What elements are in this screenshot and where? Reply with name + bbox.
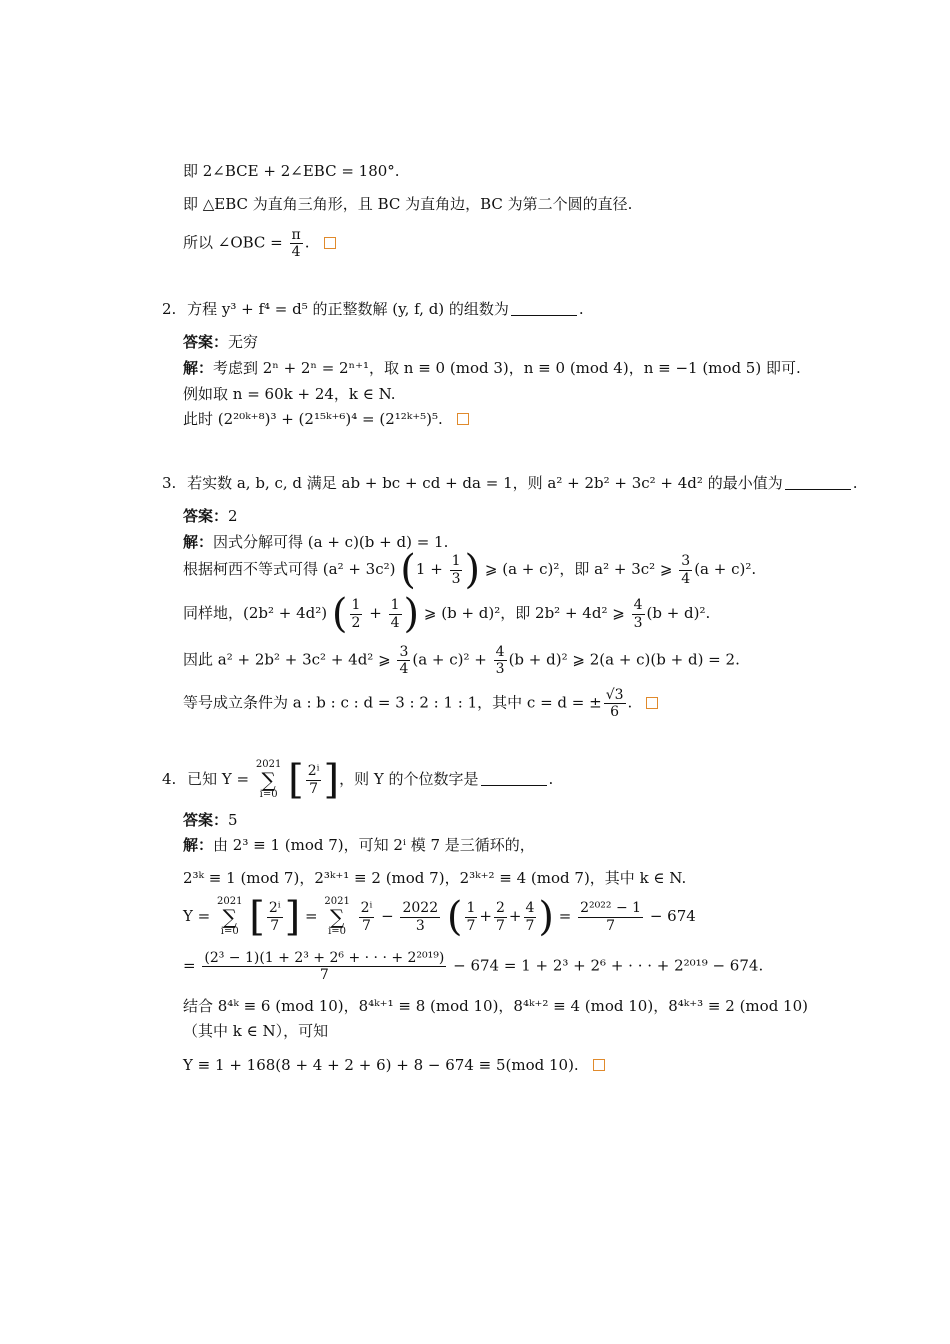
problem-4-solution-4 bbox=[183, 950, 763, 983]
problem-number: 2. bbox=[162, 300, 177, 318]
fraction: $\frac{\text{2ⁱ}}{7}$ bbox=[360, 900, 373, 934]
fraction: $\frac{\text{2ⁱ}}{7}$ bbox=[268, 900, 281, 934]
text: − bbox=[381, 907, 394, 925]
problem-3-answer bbox=[183, 507, 238, 526]
answer-blank bbox=[785, 489, 851, 490]
text: 等号成立条件为 a : b : c : d = 3 : 2 : 1 : 1，其中 c = d = ± bbox=[183, 693, 602, 712]
text: + bbox=[479, 907, 492, 925]
fraction bbox=[450, 553, 463, 586]
answer-label: 答案： bbox=[183, 507, 229, 525]
fraction: $\frac{1}{2}$ bbox=[351, 597, 361, 631]
problem-2-answer bbox=[183, 333, 258, 352]
numerator: 2²⁰²² − 1 bbox=[580, 900, 642, 917]
numerator: 2 bbox=[496, 900, 505, 917]
text: = bbox=[305, 907, 318, 925]
text: 考虑到 2ⁿ + 2ⁿ = 2ⁿ⁺¹，取 n ≡ 0 (mod 3)，n ≡ 0 (mod 4)，n ≡ −1 (mod 5) 即可. bbox=[213, 359, 801, 377]
numerator: 2ⁱ bbox=[307, 763, 320, 780]
text: − 674 bbox=[649, 907, 696, 925]
summation: 2021 ∑ i=0 bbox=[217, 896, 243, 937]
problem-4-solution-1 bbox=[183, 836, 535, 855]
answer-value: 2 bbox=[228, 507, 238, 525]
paren-right: ) bbox=[538, 894, 555, 940]
numerator: √3 bbox=[605, 687, 624, 703]
text: (b + d)². bbox=[646, 604, 711, 622]
solution-label: 解： bbox=[183, 359, 214, 377]
text: (a + c)². bbox=[694, 560, 757, 578]
question-text: 方程 y³ + f⁴ = d⁵ 的正整数解 (y, f, d) 的组数为 bbox=[187, 300, 509, 318]
problem-3-solution-2 bbox=[183, 547, 757, 593]
answer-blank bbox=[511, 315, 577, 316]
paren-right: ) bbox=[464, 547, 481, 593]
problem-2-solution-3 bbox=[183, 410, 469, 429]
problem-4-answer bbox=[183, 811, 238, 830]
sum-lower: i=0 bbox=[259, 789, 278, 800]
problem-3-solution-5: 等号成立条件为 a : b : c : d = 3 : 2 : 1 : 1，其中 c = d = ± $\frac{√3}{6}$ . bbox=[183, 687, 658, 720]
answer-value: 无穷 bbox=[228, 333, 259, 351]
problem-number: 4. bbox=[162, 770, 177, 788]
denominator: 4 bbox=[291, 244, 301, 261]
solution-label: 解： bbox=[183, 836, 214, 854]
qed-box-icon bbox=[457, 413, 469, 425]
paren-left: ( bbox=[446, 894, 463, 940]
text: (b + d)² ⩾ 2(a + c)(b + d) = 2. bbox=[508, 650, 740, 669]
text: 结合 8⁴ᵏ ≡ 6 (mod 10)，8⁴ᵏ⁺¹ ≡ 8 (mod 10)，8⁴ᵏ⁺² ≡ 4 (mod 10)，8⁴ᵏ⁺³ ≡ 2 (mod 10) bbox=[183, 997, 808, 1015]
text: Y ≡ 1 + 168(8 + 4 + 2 + 6) + 8 − 674 ≡ 5(mod 10). bbox=[183, 1056, 579, 1074]
text: 根据柯西不等式可得 (a² + 3c²) bbox=[183, 560, 396, 578]
text: + bbox=[369, 604, 382, 622]
paren-right: ) bbox=[403, 591, 420, 637]
bracket-right: ] bbox=[323, 757, 340, 803]
denominator: 7 bbox=[309, 780, 319, 797]
text: 此时 (2²⁰ᵏ⁺⁸)³ + (2¹⁵ᵏ⁺⁶)⁴ = (2¹²ᵏ⁺⁵)⁵. bbox=[183, 410, 443, 428]
numerator: 1 bbox=[451, 553, 461, 570]
problem-2-solution-2 bbox=[183, 385, 396, 404]
denominator: 2 bbox=[351, 614, 361, 631]
text: （其中 k ∈ N），可知 bbox=[183, 1022, 329, 1040]
problem-3-question: 3. 若实数 a, b, c, d 满足 ab + bc + cd + da = 1，则 a² + 2b² + 3c² + 4d² 的最小值为 . bbox=[162, 474, 858, 492]
numerator: 2022 bbox=[402, 900, 439, 917]
text: = bbox=[183, 956, 196, 975]
text: Y = bbox=[183, 907, 211, 925]
text: 即 2∠BCE + 2∠EBC = 180°. bbox=[183, 162, 400, 180]
sum-upper: 2021 bbox=[255, 759, 282, 770]
numerator: 4 bbox=[525, 900, 535, 917]
problem-4-solution-6 bbox=[183, 1022, 328, 1041]
problem-4-question: 4. 已知 Y = 2021 ∑ i=0 [ $\frac{\text{2ⁱ}}{7}$ ]，则 Y 的个位数字是 . bbox=[162, 757, 554, 803]
denominator: 3 bbox=[451, 570, 461, 587]
bracket-left: [ bbox=[288, 757, 304, 803]
text: 1 + bbox=[415, 560, 443, 578]
text: − 674 = 1 + 2³ + 2⁶ + · · · + 2²⁰¹⁹ − 674. bbox=[453, 956, 764, 975]
text: 同样地，(2b² + 4d²) bbox=[183, 604, 328, 622]
qed-box-icon bbox=[593, 1059, 605, 1071]
text: (a + c)² + bbox=[412, 650, 487, 669]
bracket-right: ] bbox=[284, 894, 301, 940]
text: ⩾ (b + d)²，即 2b² + 4d² ⩾ bbox=[423, 604, 625, 622]
fraction: $\frac{\text{2²⁰²² − 1}}{7}$ bbox=[580, 900, 642, 934]
qed-box-icon bbox=[646, 697, 658, 709]
answer-label: 答案： bbox=[183, 333, 229, 351]
answer-blank bbox=[481, 785, 547, 786]
text: 2³ᵏ ≡ 1 (mod 7)，2³ᵏ⁺¹ ≡ 2 (mod 7)，2³ᵏ⁺² ≡ 4 (mod 7)，其中 k ∈ N. bbox=[183, 869, 687, 887]
fraction: $\frac{3}{4}$ bbox=[399, 644, 409, 678]
text: 所以 ∠OBC = bbox=[183, 233, 283, 252]
text: 已知 Y = bbox=[187, 770, 250, 788]
text: 例如取 n = 60k + 24，k ∈ N. bbox=[183, 385, 396, 403]
answer-value: 5 bbox=[228, 811, 238, 829]
fraction bbox=[400, 900, 440, 933]
bracket-left: [ bbox=[249, 894, 265, 940]
answer-label: 答案： bbox=[183, 811, 229, 829]
text: 由 2³ ≡ 1 (mod 7)，可知 2ⁱ 模 7 是三循环的， bbox=[213, 836, 535, 854]
question-text: 若实数 a, b, c, d 满足 ab + bc + cd + da = 1，则 a² + 2b² + 3c² + 4d² 的最小值为 bbox=[187, 474, 783, 492]
denominator: 6 bbox=[610, 704, 620, 721]
paren-left: ( bbox=[331, 591, 348, 637]
qed-box-icon bbox=[324, 237, 336, 249]
fraction bbox=[306, 763, 322, 796]
problem-4-solution-5 bbox=[183, 997, 808, 1016]
problem-3-solution-3 bbox=[183, 591, 711, 637]
denominator: 3 bbox=[415, 917, 425, 934]
text: + bbox=[508, 907, 522, 925]
text: 即 △EBC 为直角三角形，且 BC 为直角边，BC 为第二个圆的直径. bbox=[183, 195, 633, 213]
fraction bbox=[290, 227, 303, 260]
proof-line-2 bbox=[183, 195, 632, 214]
fraction: $\frac{3}{4}$ bbox=[681, 553, 691, 587]
proof-line-1 bbox=[183, 162, 400, 181]
numerator: π bbox=[291, 227, 301, 243]
text: ⩾ (a + c)²，即 a² + 3c² ⩾ bbox=[484, 560, 673, 578]
fraction: $\frac{1}{4}$ bbox=[390, 597, 400, 631]
denominator: 7 bbox=[466, 917, 476, 934]
fraction bbox=[604, 687, 626, 720]
problem-3-solution-4 bbox=[183, 644, 740, 677]
problem-2-solution-1 bbox=[183, 359, 801, 378]
fraction: $\frac{4}{7}$ bbox=[525, 900, 535, 934]
fraction: $\frac{2}{7}$ bbox=[496, 900, 505, 934]
problem-4-solution-2 bbox=[183, 869, 686, 888]
sigma-icon: ∑ bbox=[261, 768, 276, 792]
text: 因式分解可得 (a + c)(b + d) = 1. bbox=[213, 533, 449, 551]
problem-2-question: 2. 方程 y³ + f⁴ = d⁵ 的正整数解 (y, f, d) 的组数为 . bbox=[162, 300, 584, 318]
paren-left: ( bbox=[400, 547, 416, 593]
fraction: $\frac{4}{3}$ bbox=[633, 597, 643, 631]
denominator: 4 bbox=[681, 570, 691, 587]
fraction: $\frac{4}{3}$ bbox=[495, 644, 505, 678]
proof-line-3: 所以 ∠OBC = $\frac{\pi}{4}$ . bbox=[183, 227, 336, 260]
problem-4-solution-3: Y = 2021 ∑ i=0 [ $\frac{\text{2ⁱ}}{7}$ ] = 2021 ∑ i=0 $\frac{\text{2ⁱ}}{7}$ − $\frac{2022}{3}$ ( $\frac{1}{7}$ + $\frac{2}{7}$ + $\frac{4}{7}$ ) = $\frac{\text{2²⁰²² − 1}}{7}$ − 674 bbox=[183, 894, 696, 940]
summation: 2021 ∑ i=0 bbox=[324, 896, 350, 937]
numerator: (2³ − 1)(1 + 2³ + 2⁶ + · · · + 2²⁰¹⁹) bbox=[204, 950, 445, 966]
problem-4-solution-7 bbox=[183, 1056, 605, 1075]
numerator: 1 bbox=[466, 900, 476, 917]
summation bbox=[256, 760, 281, 800]
text: 因此 a² + 2b² + 3c² + 4d² ⩾ bbox=[183, 650, 391, 669]
text: ，则 Y 的个位数字是 bbox=[339, 770, 479, 788]
fraction bbox=[465, 900, 478, 933]
problem-number: 3. bbox=[162, 474, 177, 492]
fraction: $\frac{\text{(2³ − 1)(1 + 2³ + 2⁶ + · · · + 2²⁰¹⁹)}}{7}$ bbox=[204, 950, 445, 984]
solution-label: 解： bbox=[183, 533, 214, 551]
